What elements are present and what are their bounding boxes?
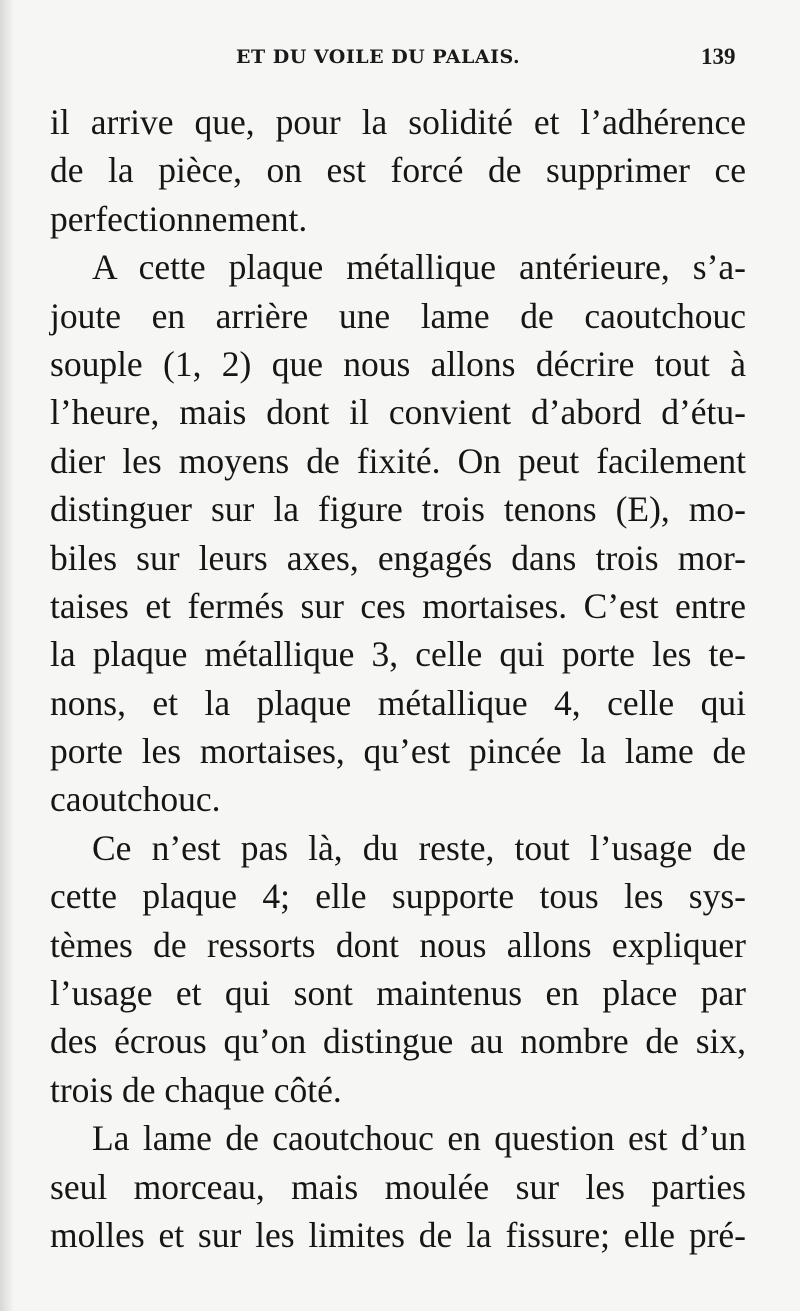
text-line: taises et fermés sur ces mortaises. C’est entre	[50, 585, 746, 626]
text-line: trois de chaque côté.	[50, 1069, 342, 1110]
text-line: A cette plaque métallique antérieure, s’a-	[92, 247, 746, 288]
text-line: biles sur leurs axes, engagés dans trois mor-	[50, 537, 746, 578]
text-line: nons, et la plaque métallique 4, celle qui	[50, 682, 746, 723]
text-line: il arrive que, pour la solidité et l’adhérence	[50, 102, 746, 142]
text-line: dier les moyens de fixité. On peut facilement	[50, 440, 746, 481]
text-line: souple (1, 2) que nous allons décrire tout à	[50, 343, 746, 384]
body-text	[50, 98, 746, 1259]
text-line: molles et sur les limites de la fissure; elle pré-	[50, 1214, 746, 1255]
text-line: caoutchouc.	[50, 779, 221, 820]
text-line: joute en arrière une lame de caoutchouc	[50, 295, 746, 336]
text-line: perfectionnement.	[50, 198, 308, 239]
page-number: 139	[701, 44, 736, 69]
text-line: Ce n’est pas là, du reste, tout l’usage de	[92, 827, 746, 868]
text-line: distinguer sur la figure trois tenons (E), mo-	[50, 489, 746, 530]
running-title: ET DU VOILE DU PALAIS.	[236, 46, 521, 68]
text-line: tèmes de ressorts dont nous allons expliquer	[50, 924, 746, 965]
text-line: la plaque métallique 3, celle qui porte les te-	[50, 634, 746, 675]
text-line: porte les mortaises, qu’est pincée la lame de	[50, 731, 746, 772]
text-line: seul morceau, mais moulée sur les parties	[50, 1166, 746, 1207]
text-line: de la pièce, on est forcé de supprimer ce	[50, 150, 746, 191]
text-line: l’heure, mais dont il convient d’abord d’étu-	[50, 392, 746, 433]
page-gutter-shadow	[0, 0, 14, 1311]
text-line: l’usage et qui sont maintenus en place par	[50, 973, 746, 1014]
text-line: des écrous qu’on distingue au nombre de six,	[50, 1021, 746, 1062]
text-line: La lame de caoutchouc en question est d’un	[92, 1118, 746, 1159]
text-line: cette plaque 4; elle supporte tous les sys-	[50, 876, 746, 917]
